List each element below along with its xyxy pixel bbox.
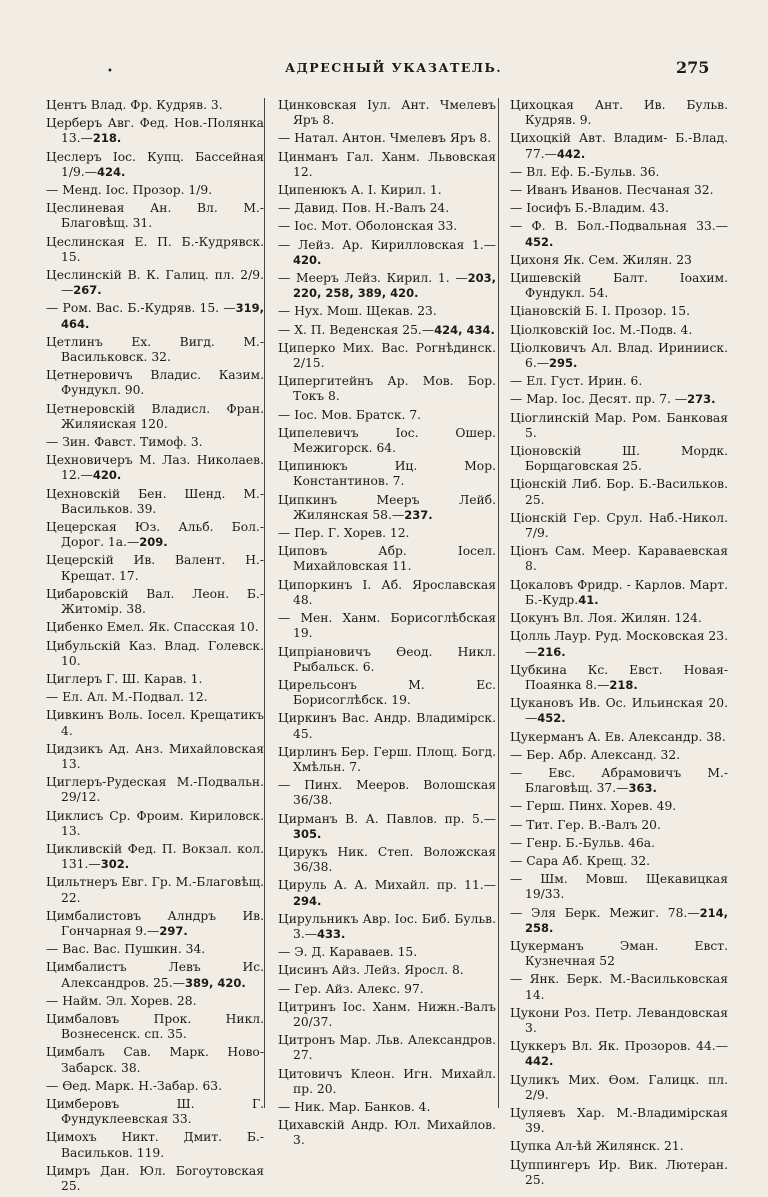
directory-entry (510, 165, 728, 180)
directory-entry (510, 1039, 728, 1069)
entry-phone-number: 452. (525, 234, 554, 249)
directory-entry (46, 453, 264, 483)
entry-text: Цолль Лаур. Руд. Московская 23.— (510, 629, 728, 659)
directory-entry (510, 1006, 728, 1036)
entry-text: — Мар. Іос. Десят. пр. 7. — (510, 392, 688, 407)
entry-text: Цуккеръ Вл. Як. Прозоров. 44.— (510, 1039, 728, 1054)
entry-text: Цукерманъ А. Ев. Александр. 38. (510, 729, 726, 744)
entry-text: Ципенюкъ А. І. Кирил. 1. (278, 183, 442, 198)
entry-phone-number: 267. (73, 283, 102, 298)
directory-entry (46, 620, 264, 635)
directory-entry (510, 374, 728, 389)
directory-entry (510, 972, 728, 1002)
page-title: АДРЕСНЫЙ УКАЗАТЕЛЬ. (285, 60, 503, 75)
entry-text: Цихоцкая Ант. Ив. Бульв. Кудряв. 9. (510, 98, 728, 128)
entry-text: — Гер. Айз. Алекс. 97. (278, 981, 424, 996)
entry-text: Цукерманъ Эман. Евст. Кузнечная 52 (510, 938, 728, 969)
entry-text: Ципоркинъ І. Аб. Ярославская 48. (278, 577, 496, 607)
directory-entry (278, 526, 496, 541)
directory-entry (278, 426, 496, 456)
directory-entry (510, 1158, 728, 1188)
directory-entry (46, 875, 264, 905)
directory-entry (46, 708, 264, 738)
directory-entry (278, 408, 496, 423)
directory-entry (510, 253, 728, 268)
entry-text: — Евс. Абрамовичъ М.-Благовѣщ. 37.— (510, 765, 728, 796)
entry-text: — Мен. Ханм. Борисоглѣбская 19. (278, 611, 496, 641)
entry-text: Цеслиневая Ан. Вл. М.-Благовѣщ. 31. (46, 201, 264, 231)
entry-text: — Лейз. Ар. Кирилловская 1.— (278, 237, 496, 252)
entry-text: Цуликъ Мих. Ѳом. Галицк. пл. 2/9. (510, 1072, 728, 1102)
directory-entry (278, 1067, 496, 1097)
entry-text: Цимбаловъ Прок. Никл. Вознесенск. сп. 35. (46, 1011, 264, 1042)
directory-entry (278, 945, 496, 960)
column-middle (278, 98, 496, 1152)
entry-text: Ципкинъ Мееръ Лейб. Жилянская 58.— (278, 492, 496, 522)
directory-entry (278, 912, 496, 942)
directory-entry (278, 1033, 496, 1063)
entry-text: — Мееръ Лейз. Кирил. 1. — (278, 271, 468, 286)
entry-text: Цивкинъ Воль. Іосел. Крещатикъ 4. (46, 708, 264, 738)
entry-text: Цикливскій Фед. П. Вокзал. кол. 131.— (46, 841, 264, 872)
entry-text: — Пинх. Мееров. Волошская 36/38. (278, 778, 496, 808)
directory-entry (510, 304, 728, 319)
entry-text: Ціонскій Гер. Срул. Наб.-Никол. 7/9. (510, 510, 728, 541)
entry-text: Цинковская Іул. Ант. Чмелевъ Яръ 8. (278, 98, 496, 128)
directory-entry (278, 1118, 496, 1148)
entry-text: Цисинъ Айз. Лейз. Яросл. 8. (278, 963, 464, 978)
entry-text: — Генр. Б.-Бульв. 46а. (510, 835, 656, 850)
entry-phone-number: 442. (525, 1054, 554, 1069)
entry-text: — Янк. Берк. М.-Васильковская 14. (510, 972, 728, 1002)
directory-entry (510, 411, 728, 441)
directory-entry (510, 578, 728, 608)
entry-text: — Бер. Абр. Александ. 32. (510, 747, 681, 762)
entry-text: — Іос. Мот. Оболонская 33. (278, 219, 458, 234)
entry-text: Цирукъ Ник. Степ. Воложская 36/38. (278, 844, 496, 875)
entry-phone-number: 433. (317, 926, 346, 941)
entry-text: Цитринъ Іос. Ханм. Нижн.-Валъ 20/37. (278, 999, 496, 1029)
directory-entry (278, 219, 496, 234)
entry-text: — Іосифъ Б.-Владим. 43. (510, 201, 669, 216)
directory-entry (510, 1139, 728, 1154)
directory-entry (510, 629, 728, 659)
entry-text: Цетлинъ Ех. Вигд. М.-Васильковск. 32. (46, 334, 264, 365)
entry-text: Цимбалистовъ Алндръ Ив. Гончарная 9.— (46, 908, 264, 938)
directory-entry (510, 730, 728, 745)
entry-text: — Найм. Эл. Хорев. 28. (46, 993, 197, 1008)
column-divider (264, 98, 265, 1108)
entry-text: Цеслинская Е. П. Б.-Кудрявск. 15. (46, 234, 264, 264)
directory-entry (510, 511, 728, 541)
entry-text: Циперко Мих. Вас. Рогнѣдинск. 2/15. (278, 340, 496, 371)
entry-text: Циглеръ Г. Ш. Карав. 1. (46, 671, 203, 686)
directory-entry (46, 775, 264, 805)
entry-text: Цимръ Дан. Юл. Богоутовская 25. (46, 1163, 264, 1193)
entry-text: — Ф. В. Бол.-Подвальная 33.— (510, 219, 728, 234)
directory-entry (510, 939, 728, 969)
entry-text: Цеслеръ Іос. Купц. Бассейная 1/9.— (46, 149, 264, 179)
directory-entry (278, 374, 496, 404)
entry-text: Цуппингеръ Ир. Вик. Лютеран. 25. (510, 1157, 728, 1187)
entry-text: — Шм. Мовш. Щекавицкая 19/33. (510, 872, 728, 902)
directory-entry (510, 183, 728, 198)
directory-entry (510, 818, 728, 833)
directory-entry (46, 116, 264, 146)
directory-entry (278, 878, 496, 908)
entry-text: Ціолковичъ Ал. Влад. Иринииск. 6.— (510, 340, 728, 371)
directory-entry (510, 663, 728, 693)
entry-text: — Эля Берк. Межиг. 78.— (510, 905, 700, 920)
entry-phone-number: 424. (97, 164, 126, 179)
entry-text: Ціоглинскій Мар. Ром. Банковая 5. (510, 410, 728, 440)
directory-entry (510, 219, 728, 249)
entry-text: — Менд. Іос. Прозор. 1/9. (46, 183, 213, 198)
entry-text: Цокунъ Вл. Лоя. Жилян. 124. (510, 611, 702, 626)
entry-text: Цитронъ Мар. Льв. Александров. 27. (278, 1033, 496, 1063)
directory-entry (46, 587, 264, 617)
entry-phone-number: 295. (549, 356, 578, 371)
directory-entry (46, 960, 264, 990)
directory-entry (46, 690, 264, 705)
directory-entry (278, 493, 496, 523)
entry-phone-number: 216. (537, 644, 566, 659)
directory-entry (510, 854, 728, 869)
entry-text: Цубкина Кс. Евст. Новая-Поаянка 8.— (510, 662, 728, 692)
directory-entry (46, 1079, 264, 1094)
directory-entry (278, 778, 496, 808)
entry-text: Ціановскій Б. І. Прозор. 15. (510, 304, 691, 319)
directory-entry (510, 836, 728, 851)
entry-phone-number: 237. (404, 507, 433, 522)
entry-text: Цецерская Юз. Альб. Бол.-Дорог. 1а.— (46, 520, 264, 550)
entry-text: Цинманъ Гал. Ханм. Львовская 12. (278, 149, 496, 179)
directory-entry (46, 150, 264, 180)
directory-entry (278, 578, 496, 608)
directory-entry (46, 639, 264, 669)
directory-entry (46, 487, 264, 517)
entry-text: Цируль А. А. Михайл. пр. 11.— (278, 878, 496, 893)
entry-phone-number: 452. (537, 711, 566, 726)
entry-text: Цетнеровскій Владисл. Фран. Жиляиская 120. (46, 401, 264, 431)
entry-text: Цупка Ал-ѣй Жилянск. 21. (510, 1139, 684, 1154)
directory-entry (510, 444, 728, 474)
entry-text: Цихоня Як. Сем. Жилян. 23 (510, 252, 692, 267)
entry-text: Цидзикъ Ад. Анз. Михайловская 13. (46, 741, 264, 771)
entry-text: — Вл. Еф. Б.-Бульв. 36. (510, 164, 660, 179)
entry-text: Цехновичеръ М. Лаз. Николаев. 12.— (46, 453, 264, 483)
directory-entry (278, 745, 496, 775)
entry-text: — Натал. Антон. Чмелевъ Яръ 8. (278, 131, 492, 146)
entry-text: — Э. Д. Караваев. 15. (278, 945, 418, 960)
entry-text: Ципріановичъ Ѳеод. Никл. Рыбальск. 6. (278, 644, 496, 674)
entry-text: Цетнеровичъ Владис. Казим. Фундукл. 90. (46, 368, 264, 398)
entry-phone-number: 319, 464. (61, 301, 264, 331)
entry-text: Цирлинъ Бер. Герш. Площ. Богд. Хмѣльн. 7. (278, 744, 496, 774)
directory-entry (46, 909, 264, 939)
directory-entry (46, 368, 264, 398)
directory-entry (46, 402, 264, 432)
entry-phone-number: 363. (628, 781, 657, 796)
entry-text: Цецерскій Ив. Валент. Н.-Крещат. 17. (46, 553, 264, 583)
entry-text: — Х. П. Веденская 25.— (278, 322, 435, 337)
entry-phone-number: 305. (293, 826, 322, 841)
directory-entry (278, 131, 496, 146)
entry-text: Цирульникъ Авр. Іос. Биб. Бульв. 3.— (278, 911, 496, 941)
entry-text: Циклисъ Ср. Фроим. Кириловск. 13. (46, 808, 264, 838)
entry-text: Ціонскій Либ. Бор. Б.-Васильков. 25. (510, 477, 728, 507)
directory-entry (510, 1106, 728, 1136)
directory-entry (510, 872, 728, 902)
directory-entry (510, 906, 728, 936)
entry-phone-number: 294. (293, 893, 322, 908)
directory-entry (46, 742, 264, 772)
directory-entry (278, 812, 496, 842)
entry-text: — Іос. Мов. Братск. 7. (278, 407, 422, 422)
entry-text: Цишевскій Балт. Іоахим. Фундукл. 54. (510, 271, 728, 301)
directory-entry (46, 1012, 264, 1042)
directory-entry (510, 98, 728, 128)
entry-text: — Давид. Пов. Н.-Валъ 24. (278, 201, 450, 216)
directory-entry (46, 235, 264, 265)
directory-entry (278, 711, 496, 741)
entry-text: Циповъ Абр. Іосел. Михайловская 11. (278, 544, 496, 574)
directory-entry (510, 392, 728, 407)
directory-entry (510, 544, 728, 574)
directory-entry (278, 1100, 496, 1115)
entry-phone-number: 218. (92, 131, 122, 146)
entry-text: Цихавскій Андр. Юл. Михайлов. 3. (278, 1118, 496, 1148)
directory-entry (510, 271, 728, 301)
decorative-dot: • (107, 66, 113, 77)
entry-text: Циглеръ-Рудеская М.-Подвальн. 29/12. (46, 775, 264, 805)
entry-phone-number: 218. (609, 677, 638, 692)
entry-phone-number: 442. (556, 146, 586, 161)
entry-text: — Ел. Ал. М.-Подвал. 12. (46, 690, 208, 705)
directory-entry (510, 748, 728, 763)
entry-text: Цокаловъ Фридр. - Карлов. Март. Б.-Кудр. (510, 577, 728, 607)
directory-entry (46, 809, 264, 839)
entry-text: Цильтнеръ Евг. Гр. М.-Благовѣщ. 22. (46, 875, 264, 905)
directory-entry (46, 994, 264, 1009)
entry-text: — Ник. Мар. Банков. 4. (278, 1099, 431, 1114)
entry-text: Цибаровскій Вал. Леон. Б.-Житоміp. 38. (46, 586, 264, 617)
entry-text: Цуляевъ Хар. М.-Владимірская 39. (510, 1105, 728, 1136)
directory-entry (278, 238, 496, 268)
entry-text: Цирманъ В. А. Павлов. пр. 5.— (278, 811, 496, 826)
directory-entry (278, 845, 496, 875)
entry-phone-number: 424, 434. (434, 322, 495, 337)
column-left (46, 98, 264, 1197)
entry-text: Центъ Влад. Фр. Кудряв. 3. (46, 98, 223, 112)
entry-phone-number: 389, 420. (184, 975, 246, 990)
entry-text: Цимбалистъ Левъ Ис. Александров. 25.— (46, 960, 264, 990)
directory-entry (46, 1164, 264, 1194)
entry-phone-number: 214, 258. (525, 905, 728, 935)
entry-text: — Сара Аб. Крещ. 32. (510, 853, 651, 868)
directory-entry (510, 323, 728, 338)
entry-text: Цимберовъ Ш. Г. Фундуклеевская 33. (46, 1096, 264, 1127)
directory-entry (510, 799, 728, 814)
entry-text: Цукони Роз. Петр. Левандовская 3. (510, 1005, 728, 1035)
entry-text: Ципелевичъ Іос. Ошер. Межигорск. 64. (278, 425, 496, 456)
directory-entry (278, 201, 496, 216)
entry-text: Цихоцкій Авт. Владим- Б.-Влад. 77.— (510, 131, 728, 161)
entry-phone-number: 302. (100, 857, 130, 872)
directory-entry (278, 611, 496, 641)
entry-text: Ціолковскій Іос. М.-Подв. 4. (510, 322, 693, 337)
entry-text: Цитовичъ Клеон. Игн. Михайл. пр. 20. (278, 1066, 496, 1096)
directory-entry (46, 1097, 264, 1127)
directory-entry (510, 477, 728, 507)
directory-entry (46, 435, 264, 450)
directory-entry (510, 131, 728, 161)
directory-entry (278, 963, 496, 978)
directory-entry (46, 268, 264, 298)
entry-phone-number: 420. (92, 468, 122, 483)
entry-text: Цибульскій Каз. Влад. Голевск. 10. (46, 638, 264, 668)
entry-phone-number: 420. (293, 252, 322, 267)
entry-text: — Ел. Густ. Ирин. 6. (510, 374, 643, 389)
entry-text: Цирельсонъ М. Ес. Борисоглѣбск. 19. (278, 677, 496, 708)
directory-entry (510, 611, 728, 626)
directory-entry (46, 201, 264, 231)
page-header (0, 52, 768, 82)
page-number: 275 (676, 58, 710, 77)
entry-text: — Зин. Фавст. Тимоф. 3. (46, 435, 203, 450)
entry-text: Цукановъ Ив. Ос. Ильинская 20.— (510, 696, 728, 726)
directory-entry (278, 459, 496, 489)
directory-entry (46, 672, 264, 687)
directory-entry (510, 696, 728, 726)
directory-entry (278, 678, 496, 708)
directory-entry (278, 544, 496, 574)
directory-entry (46, 183, 264, 198)
entry-text: — Тит. Гер. В.-Валъ 20. (510, 817, 661, 832)
directory-entry (278, 304, 496, 319)
directory-entry (278, 982, 496, 997)
entry-text: Цеслинскій В. К. Галиц. пл. 2/9.— (46, 268, 264, 298)
entry-text: — Иванъ Иванов. Песчаная 32. (510, 183, 714, 198)
directory-entry (510, 766, 728, 796)
column-divider (498, 98, 499, 1108)
directory-entry (510, 341, 728, 371)
entry-text: Ципергитейнъ Ар. Мов. Бор. Токъ 8. (278, 374, 496, 404)
entry-text: Церберъ Авг. Фед. Нов.-Полянка 13.— (46, 116, 264, 146)
entry-text: — Ѳед. Марк. Н.-Забар. 63. (46, 1078, 223, 1093)
entry-text: — Вас. Вас. Пушкин. 34. (46, 942, 206, 957)
directory-entry (46, 301, 264, 331)
directory-entry (46, 553, 264, 583)
directory-entry (46, 842, 264, 872)
entry-text: Цимбалъ Сав. Марк. Ново-Забарск. 38. (46, 1045, 264, 1075)
directory-entry (278, 341, 496, 371)
entry-text: Цимохъ Никт. Дмит. Б.-Васильков. 119. (46, 1130, 264, 1160)
entry-text: Цехновскій Бен. Шенд. М.-Васильков. 39. (46, 486, 264, 516)
directory-entry (278, 1000, 496, 1030)
entry-text: — Герш. Пинх. Хорев. 49. (510, 799, 677, 814)
directory-entry (46, 520, 264, 550)
entry-phone-number: 209. (139, 535, 168, 550)
entry-phone-number: 203, 220, 258, 389, 420. (293, 271, 496, 301)
entry-text: Ципинюкъ Иц. Мор. Константинов. 7. (278, 459, 496, 489)
directory-entry (46, 98, 264, 113)
entry-text: — Нух. Мош. Щекав. 23. (278, 304, 437, 319)
directory-entry (278, 150, 496, 180)
entry-phone-number: 297. (159, 923, 188, 938)
entry-text: Ціоновскій Ш. Мордк. Борщаговская 25. (510, 444, 728, 474)
entry-text: Циркинъ Вас. Андр. Владимірск. 45. (278, 711, 496, 741)
directory-entry (510, 1073, 728, 1103)
directory-entry (46, 335, 264, 365)
entry-phone-number: 41. (578, 592, 599, 607)
directory-entry (46, 1045, 264, 1075)
directory-entry (46, 942, 264, 957)
directory-entry (278, 183, 496, 198)
entry-phone-number: 273. (687, 392, 716, 407)
entry-text: Цибенко Емел. Як. Спасская 10. (46, 620, 259, 635)
entry-text: — Ром. Вас. Б.-Кудряв. 15. — (46, 301, 236, 316)
entry-text: — Пер. Г. Хорев. 12. (278, 526, 410, 541)
directory-entry (278, 98, 496, 128)
directory-entry (278, 323, 496, 338)
column-right (510, 98, 728, 1191)
directory-entry (46, 1130, 264, 1160)
directory-entry (278, 271, 496, 301)
directory-entry (278, 645, 496, 675)
directory-entry (510, 201, 728, 216)
entry-text: Ціонъ Сам. Мееp. Караваевская 8. (510, 544, 728, 574)
